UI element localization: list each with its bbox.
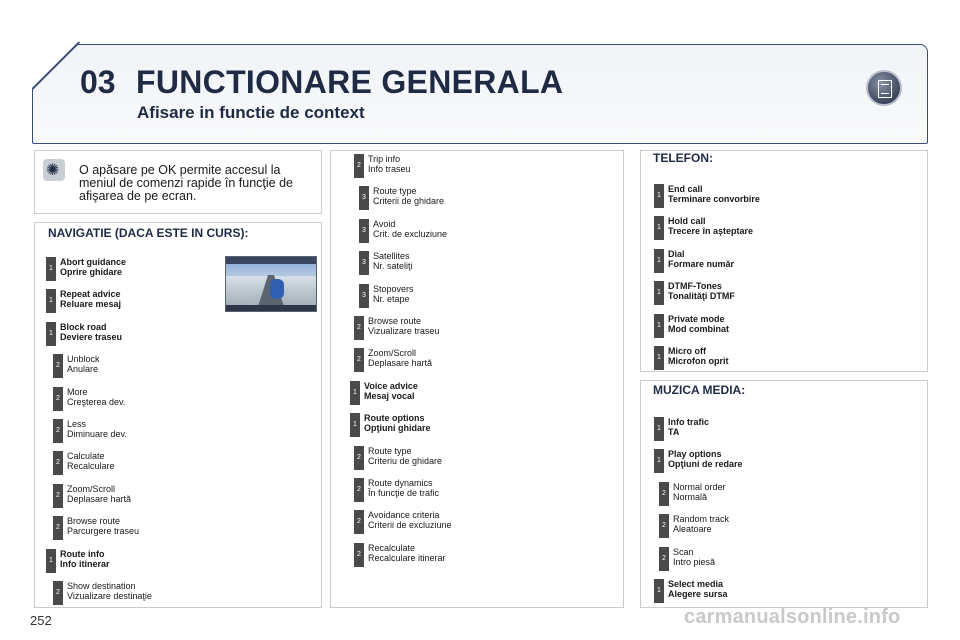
menu-item-romanian: Intro piesă bbox=[673, 556, 716, 567]
chapter-number: 03 bbox=[80, 64, 116, 100]
menu-item-english: Route options bbox=[364, 413, 425, 424]
menu-item-english: More bbox=[67, 386, 88, 397]
level-badge: 2 bbox=[659, 514, 669, 538]
menu-item-english: Route type bbox=[373, 186, 417, 197]
menu-item-romanian: Aleatoare bbox=[673, 524, 712, 535]
level-badge: 1 bbox=[654, 417, 664, 441]
level-badge: 2 bbox=[354, 478, 364, 502]
level-badge: 2 bbox=[354, 543, 364, 567]
menu-item-romanian: Deviere traseu bbox=[60, 331, 123, 342]
level-badge: 1 bbox=[654, 449, 664, 473]
phone-title: TELEFON: bbox=[653, 151, 713, 165]
level-badge: 1 bbox=[654, 579, 664, 603]
level-badge: 1 bbox=[654, 249, 664, 273]
menu-item-english: Calculate bbox=[67, 451, 105, 462]
menu-item-english: Stopovers bbox=[373, 283, 414, 294]
menu-item-english: Zoom/Scroll bbox=[368, 348, 417, 359]
tip-box bbox=[34, 150, 322, 214]
light-icon bbox=[43, 159, 65, 181]
level-badge: 2 bbox=[354, 316, 364, 340]
menu-item-english: Block road bbox=[60, 321, 107, 332]
menu-item-english: Micro off bbox=[668, 346, 706, 356]
level-badge: 3 bbox=[359, 251, 369, 275]
menu-item-english: Normal order bbox=[673, 481, 726, 492]
menu-item-romanian: Opţiuni ghidare bbox=[364, 423, 431, 434]
menu-item-english: Avoidance criteria bbox=[368, 510, 440, 521]
menu-item-romanian: Vizualizare destinaţie bbox=[67, 591, 152, 601]
menu-item-english: Unblock bbox=[67, 354, 100, 365]
level-badge: 1 bbox=[654, 346, 664, 370]
level-badge: 1 bbox=[350, 381, 360, 405]
menu-item-romanian: Anulare bbox=[67, 364, 99, 375]
menu-item-romanian: Opţiuni de redare bbox=[668, 459, 743, 470]
menu-item-romanian: În funcţie de trafic bbox=[368, 488, 440, 498]
menu-item-romanian: Trecere în aşteptare bbox=[668, 226, 754, 237]
level-badge: 1 bbox=[46, 289, 56, 313]
menu-item-romanian: Normală bbox=[673, 491, 708, 502]
menu-item-english: Info trafic bbox=[668, 417, 710, 427]
menu-item-english: End call bbox=[668, 184, 703, 194]
menu-item-romanian: Mesaj vocal bbox=[364, 390, 415, 401]
menu-item-english: Dial bbox=[668, 248, 685, 259]
menu-item-english: Trip info bbox=[368, 154, 401, 164]
menu-item-english: Random track bbox=[673, 514, 730, 525]
tip-text: O apăsare pe OK permite accesul la meniul de comenzi rapide în funcţie de afişarea de pe ecran. bbox=[79, 163, 294, 203]
level-badge: 1 bbox=[46, 257, 56, 281]
menu-item-romanian: Microfon oprit bbox=[668, 356, 729, 366]
menu-item-english: Private mode bbox=[668, 313, 725, 324]
level-badge: 1 bbox=[654, 314, 664, 338]
menu-item-romanian: Creşterea dev. bbox=[67, 396, 126, 407]
menu-item-romanian: TA bbox=[668, 427, 680, 437]
level-badge: 1 bbox=[46, 549, 56, 573]
level-badge: 1 bbox=[654, 184, 664, 208]
level-badge: 1 bbox=[46, 322, 56, 346]
menu-item-english: Route info bbox=[60, 548, 105, 559]
menu-item-english: Scan bbox=[673, 546, 694, 557]
level-badge: 2 bbox=[53, 354, 63, 378]
menu-item-english: Repeat advice bbox=[60, 289, 121, 300]
menu-item-romanian: Vizualizare traseu bbox=[368, 326, 440, 336]
navigation-screen-image bbox=[225, 256, 317, 312]
menu-item-english: Route type bbox=[368, 445, 412, 456]
level-badge: 2 bbox=[53, 581, 63, 605]
page-number: 252 bbox=[30, 613, 52, 628]
level-badge: 2 bbox=[53, 451, 63, 475]
watermark: carmanualsonline.info bbox=[684, 606, 901, 628]
menu-item-romanian: Criteriu de ghidare bbox=[368, 455, 443, 466]
menu-item-english: DTMF-Tones bbox=[668, 281, 722, 292]
level-badge: 2 bbox=[659, 482, 669, 506]
menu-item-english: Play options bbox=[668, 449, 722, 460]
menu-item-english: Select media bbox=[668, 579, 724, 589]
navigation-title: NAVIGATIE (DACA ESTE IN CURS): bbox=[48, 226, 249, 240]
level-badge: 2 bbox=[53, 387, 63, 411]
menu-item-romanian: Oprire ghidare bbox=[60, 267, 123, 277]
menu-item-romanian: Info itinerar bbox=[60, 558, 110, 569]
menu-item-english: Zoom/Scroll bbox=[67, 483, 116, 494]
menu-item-romanian: Deplasare hartă bbox=[67, 493, 132, 504]
menu-item-romanian: Nr. sateliţi bbox=[373, 261, 413, 272]
menu-item-english: Satellites bbox=[373, 251, 410, 262]
menu-item-romanian: Terminare convorbire bbox=[668, 194, 760, 204]
level-badge: 1 bbox=[654, 216, 664, 240]
level-badge: 2 bbox=[53, 419, 63, 443]
menu-item-english: Less bbox=[67, 419, 87, 429]
menu-item-english: Route dynamics bbox=[368, 478, 433, 488]
menu-item-english: Voice advice bbox=[364, 380, 418, 391]
chapter-title: FUNCTIONARE GENERALA bbox=[136, 64, 564, 100]
menu-item-english: Show destination bbox=[67, 581, 136, 591]
chapter-subtitle: Afisare in functie de context bbox=[137, 103, 365, 122]
menu-item-english: Hold call bbox=[668, 216, 706, 227]
level-badge: 2 bbox=[354, 510, 364, 534]
level-badge: 1 bbox=[350, 413, 360, 437]
level-badge: 2 bbox=[659, 547, 669, 571]
menu-item-romanian: Recalculare bbox=[67, 461, 115, 472]
menu-item-romanian: Tonalităţi DTMF bbox=[668, 291, 735, 302]
level-badge: 2 bbox=[354, 446, 364, 470]
menu-item-romanian: Diminuare dev. bbox=[67, 429, 127, 439]
menu-item-english: Abort guidance bbox=[60, 257, 127, 267]
level-badge: 3 bbox=[359, 186, 369, 210]
menu-item-romanian: Crit. de excluziune bbox=[373, 228, 448, 239]
music-title: MUZICA MEDIA: bbox=[653, 383, 746, 397]
menu-item-english: Recalculate bbox=[368, 542, 416, 553]
level-badge: 2 bbox=[354, 348, 364, 372]
menu-item-romanian: Nr. etape bbox=[373, 293, 410, 304]
menu-item-romanian: Alegere sursa bbox=[668, 589, 728, 599]
book-icon bbox=[866, 70, 902, 106]
menu-item-english: Browse route bbox=[67, 516, 121, 527]
menu-item-english: Browse route bbox=[368, 316, 422, 326]
level-badge: 2 bbox=[354, 154, 364, 178]
level-badge: 3 bbox=[359, 284, 369, 308]
menu-item-romanian: Reluare mesaj bbox=[60, 299, 122, 310]
menu-item-romanian: Formare număr bbox=[668, 258, 735, 269]
menu-item-english: Avoid bbox=[373, 218, 396, 229]
menu-item-romanian: Criterii de excluziune bbox=[368, 520, 452, 531]
menu-item-romanian: Mod combinat bbox=[668, 323, 729, 334]
level-badge: 1 bbox=[654, 281, 664, 305]
level-badge: 3 bbox=[359, 219, 369, 243]
menu-item-romanian: Info traseu bbox=[368, 164, 411, 174]
menu-item-romanian: Deplasare hartă bbox=[368, 358, 433, 369]
menu-item-romanian: Parcurgere traseu bbox=[67, 526, 140, 537]
level-badge: 2 bbox=[53, 516, 63, 540]
menu-item-romanian: Recalculare itinerar bbox=[368, 552, 446, 563]
menu-item-romanian: Criterii de ghidare bbox=[373, 196, 445, 207]
level-badge: 2 bbox=[53, 484, 63, 508]
